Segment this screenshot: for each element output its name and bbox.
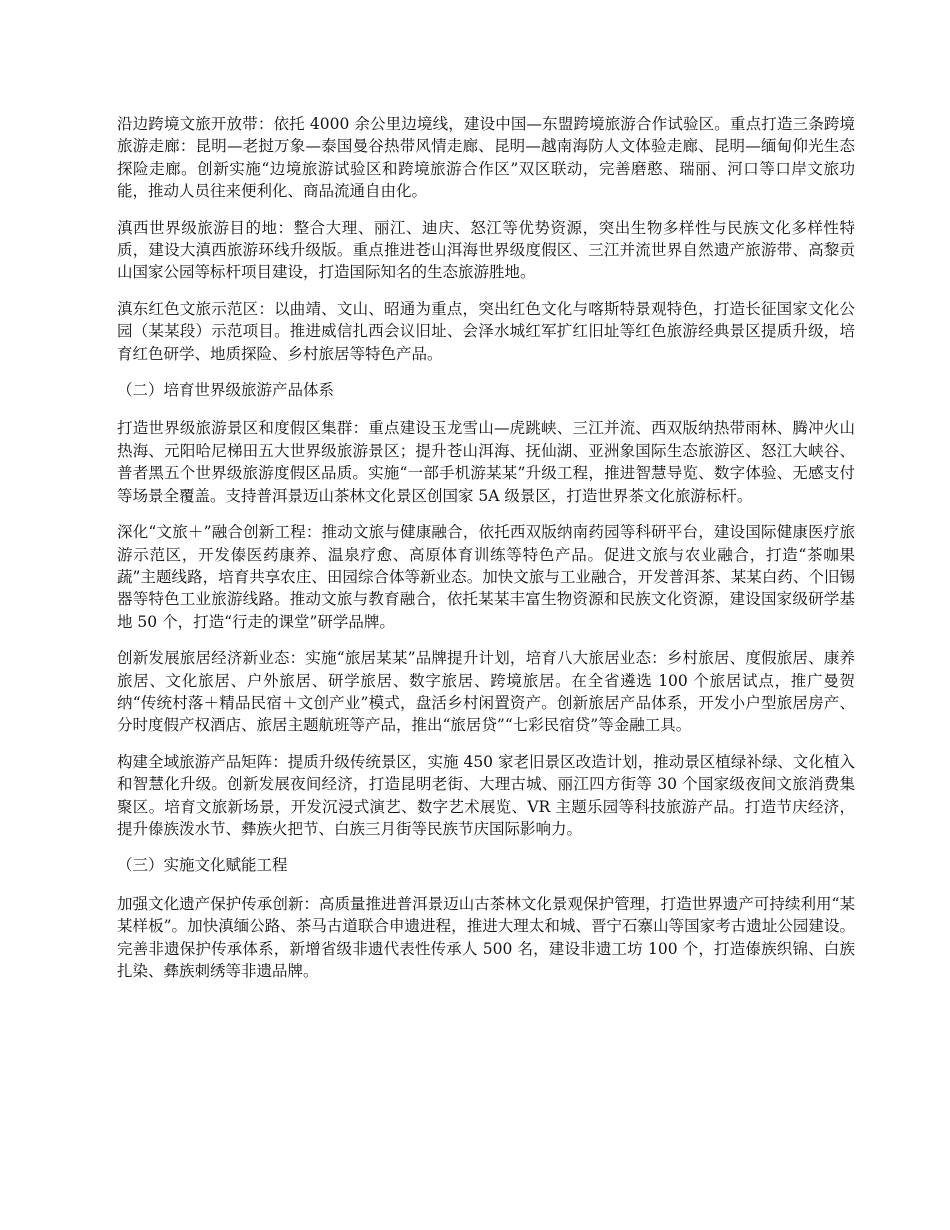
paragraph-tourism-plus-integration: 深化“文旅＋”融合创新工程：推动文旅与健康融合，依托西双版纳南药园等科研平台，建设国际健康医疗旅游示范区，开发傣医药康养、温泉疗愈、高原体育训练等特色产品。促进文旅与农业融合，打造“茶咖果蔬”主题线路，培育共享农庄、田园综合体等新业态。加快文旅与工业融合，开发普洱茶、某某白药、个旧锡器等特色工业旅游线路。推动文旅与教育融合，依托某某丰富生物资源和民族文化资源，建设国家级研学基地 50 个，打造“行走的课堂”研学品牌。 (117, 523, 855, 631)
document-page (117, 113, 855, 996)
paragraph-world-class-scenic-areas: 打造世界级旅游景区和度假区集群：重点建设玉龙雪山—虎跳峡、三江并流、西双版纳热带雨林、腾冲火山热海、元阳哈尼梯田五大世界级旅游景区；提升苍山洱海、抚仙湖、亚洲象国际生态旅游区、怒江大峡谷、普者黑五个世界级旅游度假区品质。实施“一部手机游某某”升级工程，推进智慧导览、数字体验、无感支付等场景全覆盖。支持普洱景迈山茶林文化景区创国家 5A 级景区，打造世界茶文化旅游标杆。 (117, 419, 855, 505)
paragraph-sojourn-economy: 创新发展旅居经济新业态：实施“旅居某某”品牌提升计划，培育八大旅居业态：乡村旅居、度假旅居、康养旅居、文化旅居、户外旅居、研学旅居、数字旅居、跨境旅居。在全省遴选 100 个旅居试点，推广曼贺纳“传统村落＋精品民宿＋文创产业”模式，盘活乡村闲置资产。创新旅居产品体系，开发小户型旅居房产、分时度假产权酒店、旅居主题航班等产品，推出“旅居贷”“七彩民宿贷”等金融工具。 (117, 649, 855, 735)
section-heading-3: （三）实施文化赋能工程 (117, 856, 288, 875)
paragraph-east-yunnan-red-tourism: 滇东红色文旅示范区：以曲靖、文山、昭通为重点，突出红色文化与喀斯特景观特色，打造长征国家文化公园（某某段）示范项目。推进威信扎西会议旧址、会泽水城红军扩红旧址等红色旅游经典景区提质升级，培育红色研学、地质探险、乡村旅居等特色产品。 (117, 299, 855, 363)
paragraph-heritage-protection: 加强文化遗产保护传承创新：高质量推进普洱景迈山古茶林文化景观保护管理，打造世界遗产可持续利用“某某样板”。加快滇缅公路、茶马古道联合申遗进程，推进大理太和城、晋宁石寨山等国家考古遗址公园建设。完善非遗保护传承体系，新增省级非遗代表性传承人 500 名，建设非遗工坊 100 个，打造傣族织锦、白族扎染、彝族刺绣等非遗品牌。 (117, 894, 855, 980)
section-heading-2: （二）培育世界级旅游产品体系 (117, 381, 335, 400)
paragraph-all-region-products: 构建全域旅游产品矩阵：提质升级传统景区，实施 450 家老旧景区改造计划，推动景区植绿补绿、文化植入和智慧化升级。创新发展夜间经济，打造昆明老街、大理古城、丽江四方街等 30 个国家级夜间文旅消费集聚区。培育文旅新场景，开发沉浸式演艺、数字艺术展览、VR 主题乐园等科技旅游产品。打造节庆经济，提升傣族泼水节、彝族火把节、白族三月街等民族节庆国际影响力。 (117, 752, 855, 838)
paragraph-west-yunnan-destination: 滇西世界级旅游目的地：整合大理、丽江、迪庆、怒江等优势资源，突出生物多样性与民族文化多样性特质，建设大滇西旅游环线升级版。重点推进苍山洱海世界级度假区、三江并流世界自然遗产旅游带、高黎贡山国家公园等标杆项目建设，打造国际知名的生态旅游胜地。 (117, 218, 855, 282)
paragraph-border-tourism-belt: 沿边跨境文旅开放带：依托 4000 余公里边境线，建设中国—东盟跨境旅游合作试验区。重点打造三条跨境旅游走廊：昆明—老挝万象—泰国曼谷热带风情走廊、昆明—越南海防人文体验走廊、昆明—缅甸仰光生态探险走廊。创新实施“边境旅游试验区和跨境旅游合作区”双区联动，完善磨憨、瑞丽、河口等口岸文旅功能，推动人员往来便利化、商品流通自由化。 (117, 115, 855, 201)
